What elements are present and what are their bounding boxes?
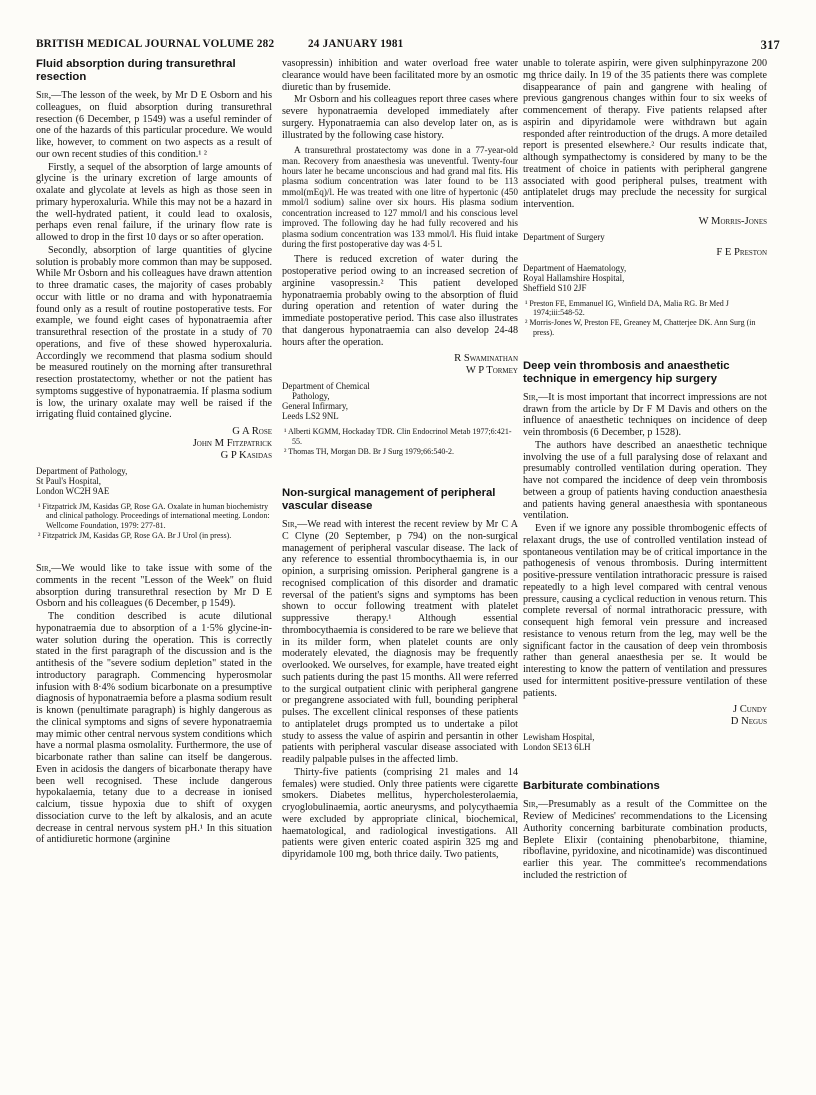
- reference: ¹ Fitzpatrick JM, Kasidas GP, Rose GA. Oxalate in human biochemistry and clinical pathology. Proceedings of international meeting. London: Wellcome Foundation, 1979: 277-81.: [38, 502, 270, 530]
- letter-paragraph: unable to tolerate aspirin, were given sulphinpyrazone 200 mg thrice daily. In 19 of the 35 patients there was complete disappearance of pain and gangrene with healing of previous gangrenous changes within four to six weeks of commencement of therapy. Five patients relapsed after aspirin and dipyridamole were withdrawn but again responded after reintroduction of the drugs. A more detailed report is presented elsewhere.² Our results indicate that, although sympathectomy is considered by many to be the treatment of choice in patients with peripheral gangrene associated with good peripheral pulses, treatment with antiplatelet drugs may preclude the necessity for surgical intervention.: [523, 58, 767, 210]
- signature: W Morris-Jones: [698, 215, 767, 227]
- signature-block: [523, 216, 767, 228]
- author-address: Department of Pathology, St Paul's Hospital, London WC2H 9AE: [36, 466, 128, 496]
- signature: D Negus: [730, 716, 767, 728]
- letter-paragraph: Mr Osborn and his colleagues report three cases where severe hyponatraemia developed immediately after surgery. Hyponatraemia can also develop later on, as is illustrated by the following case history.: [282, 94, 518, 141]
- letter-title: Deep vein thrombosis and anaesthetic technique in emergency hip surgery: [523, 359, 730, 385]
- letter-paragraph: There is reduced excretion of water during the postoperative period owing to an increased secretion of arginine vasopressin.² This patient developed hyponatraemia probably owing to the absorption of fluid during operation and retention of water during the immediate postoperative period. This case also illustrates that dangerous hyponatraemia can also develop 24-48 hours after the operation.: [282, 254, 518, 348]
- letter-paragraph: Sir,—The lesson of the week, by Mr D E Osborn and his colleagues, on fluid absorption during transurethral resection (6 December, p 1549) was a useful reminder of one of the hazards of this particular procedure. We would like, however, to comment on two aspects as a result of our own recent studies of this condition.¹ ²: [36, 90, 272, 160]
- salutation: Sir,: [36, 90, 52, 101]
- author-department: Department of Surgery: [523, 231, 605, 242]
- letter-paragraph: Sir,—It is most important that incorrect impressions are not drawn from the article by Dr F M Davis and others on the influence of anaesthetic techniques on incidence of deep vein thrombosis (6 December, p 1528).: [523, 391, 767, 439]
- signature-block: [36, 426, 272, 462]
- salutation: Sir,: [523, 799, 539, 811]
- running-header: [36, 38, 780, 54]
- author-address: Lewisham Hospital, London SE13 6LH: [523, 732, 595, 753]
- reference: ² Thomas TH, Morgan DB. Br J Surg 1979;66:540-2.: [284, 446, 455, 456]
- reference: ¹ Alberti KGMM, Hockaday TDR. Clin Endocrinol Metab 1977;6:421-55.: [284, 427, 512, 446]
- letter-paragraph: Thirty-five patients (comprising 21 males and 14 females) were studied. Only three patients were cigarette smokers. Diabetes mellitus, hypercholesterolaemia, cryoglobulinaemia, aortic aneurysms, and polycythaemia were excluded by appropriate clinical, biochemical, haematological, and radiological investigations. All patients were given enteric coated aspirin 325 mg and dipyridamole 100 mg, both thrice daily. Two patients,: [282, 766, 518, 861]
- letter-paragraph: Secondly, absorption of large quantities of glycine solution is probably more common than may be supposed. While Mr Osborn and his colleagues have drawn attention to three dramatic cases, the majority of cases probably occur with little or no drama and with hyponatraemia found only as a result of routine postoperative tests. For example, we found eight cases of hyponatraemia after transurethral resection of the prostate in a study of 70 operations, and five of these showed hyperoxaluria. Accordingly we recommend that plasma sodium should be measured routinely on the morning after transurethral resection prostatectomy, whether or not the patient has symptoms suggestive of hyponatraemia. If plasma sodium is low, the urinary oxalate may well be raised if the irrigating fluid contained glycine.: [36, 244, 272, 421]
- reference-list: [523, 299, 767, 337]
- letter-title: Barbiturate combinations: [523, 780, 660, 793]
- author-address: Department of Haematology, Royal Hallamshire Hospital, Sheffield S10 2JF: [523, 262, 627, 293]
- column-3: [523, 58, 767, 1088]
- salutation: Sir,: [523, 391, 539, 403]
- salutation: Sir,: [282, 519, 298, 531]
- letter-paragraph: Sir,—Presumably as a result of the Committee on the Review of Medicines' recommendations to the Licensing Authority concerning barbiturate combination products, Beplete Elixir (containing phenobarbitone, thiamine, riboflavine, pyridoxine, and nicotinamide) was discontinued earlier this year. The committee's recommendations included the restriction of: [523, 799, 767, 881]
- reference: ² Morris-Jones W, Preston FE, Greaney M, Chatterjee DK. Ann Surg (in press).: [525, 318, 756, 337]
- letter-title: Fluid absorption during transurethral resection: [36, 58, 236, 83]
- signature-block: [282, 353, 518, 377]
- letter-paragraph: The condition described is acute dilutional hyponatraemia due to absorption of a 1·5% glycine-in-water solution during the operation. This is correctly stated in the first paragraph of the discussion and is the antithesis of the "severe sodium depletion" stated in the introductory paragraph. Commencing hyperosmolar infusion with 8·4% sodium bicarbonate on a presumptive diagnosis of hyponatraemia before a plasma sodium result is known (penultimate paragraph) is highly dangerous as the clinical symptoms and signs of severe hyponatraemia may mimic other central nervous system conditions which have a normal plasma osmolality. Furthermore, the use of bicarbonate rather than saline can itself be dangerous. Even in acidosis the dangers of bicarbonate therapy have been well recognised. These include dangerous hypokalaemia, tetany due to a decrease in ionised calcium, tissue hypoxia due to shift of oxygen dissociation curve to the left by alkalosis, and an acute decrease in central nervous system pH.¹ In this situation of antidiuretic hormone (arginine: [36, 611, 272, 846]
- letter-paragraph: Even if we ignore any possible thrombogenic effects of relaxant drugs, the use of controlled ventilation instead of spontaneous ventilation may be of critical importance in the pathogenesis of venous thrombosis. During intermittent positive-pressure ventilation intrathoracic pressure is raised repeatedly to a high level compared with central venous pressure, causing a cyclical reduction in venous return. This complete reversal of normal intrathoracic pressure, with consequent high femoral vein pressure and increased resistance to venous return from the leg, may well be the significant factor in the causation of deep vein thrombosis rather than general anaesthesia per se. It would be interesting to know the pattern of ventilation and pressures used for intermittent positive-pressure ventilation of these patients.: [523, 523, 767, 699]
- signature-block: [523, 704, 767, 728]
- letter-paragraph: Sir,—We would like to take issue with some of the comments in the recent "Lesson of the Week" on fluid absorption during transurethral resection by Mr D E Osborn and his colleagues (6 December, p 1549).: [36, 563, 272, 610]
- salutation: Sir,: [36, 563, 52, 575]
- signature: G A Rose: [232, 426, 272, 437]
- letter-paragraph: vasopressin) inhibition and water overload free water clearance would have been facilitated more by an osmotic diuretic than by frusemide.: [282, 58, 518, 93]
- signature: J Cundy: [732, 704, 767, 716]
- reference: ² Fitzpatrick JM, Kasidas GP, Rose GA. Br J Urol (in press).: [38, 530, 232, 540]
- column-1: [36, 58, 272, 1088]
- signature-block: [523, 247, 767, 259]
- page-number: 317: [760, 38, 780, 52]
- column-2: [282, 58, 518, 1088]
- case-history: A transurethral prostatectomy was done in a 77-year-old man. Recovery from anaesthesia was uneventful. Twenty-four hours later he became unconscious and had grand mal fits. His plasma sodium concentration was later found to be 113 mmol(mEq)/l. He was treated with one litre of hypertonic (450 mmol/l sodium) saline over six hours. His plasma sodium concentration increased to 127 mmol/l and his conscious level improved. The following day he had fully recovered and his plasma sodium concentration was 133 mmol/l. His fluid intake during the first postoperative day was 4·5 l.: [282, 145, 518, 249]
- issue-date: 24 JANUARY 1981: [308, 38, 404, 50]
- letter-paragraph: Sir,—We read with interest the recent review by Mr C A C Clyne (20 September, p 794) on the non-surgical management of peripheral vascular disease. The lack of any reference to essential thrombocythaemia is, in our opinion, a surprising omission. Peripheral gangrene is a recognised complication of this disorder and dramatic reversal of the patient's signs and symptoms has been shown to occur following treatment with platelet suppressive therapy.¹ Although essential thrombocythaemia is considered to be rare we believe that in its milder form, when platelet counts are only moderately elevated, the diagnosis may be frequently overlooked. We ourselves, for example, have treated eight such patients during the past 15 months. All were referred to the surgical outpatient clinic with peripheral gangrene or pregangrene associated with full, bounding peripheral pulses. The excellent clinical responses of these patients to antiplatelet drugs prompted us to undertake a pilot study to assess the value of aspirin and persantin in other patients with peripheral vascular disease associated with readily palpable pulses in the affected limb.: [282, 519, 518, 766]
- reference-list: [282, 427, 518, 456]
- signature: G P Kasidas: [220, 450, 272, 461]
- author-address: Department of Chemical Pathology, General Infirmary, Leeds LS2 9NL: [282, 381, 370, 422]
- signature: W P Tormey: [465, 365, 518, 377]
- signature: John M Fitzpatrick: [192, 438, 272, 449]
- letter-title: Non-surgical management of peripheral vascular disease: [282, 487, 496, 513]
- signature: R Swaminathan: [454, 353, 518, 365]
- signature: F E Preston: [716, 246, 767, 258]
- letter-paragraph: Firstly, a sequel of the absorption of large amounts of glycine is the urinary excretion of large amounts of oxalate and glycolate at levels as high as those seen in primary hyperoxaluria. While this may not be a hazard in the well-hydrated patient, it could lead to oxalosis, perhaps even renal failure, if the urinary flow rate is allowed to drop in the first 10 days or so after operation.: [36, 161, 272, 243]
- reference: ¹ Preston FE, Emmanuel IG, Winfield DA, Malia RG. Br Med J 1974;iii:548-52.: [525, 298, 729, 318]
- letter-paragraph: The authors have described an anaesthetic technique involving the use of a full paralysing dose of relaxant and presumably controlled ventilation during operation. They have not compared the incidence of deep vein thrombosis between a group of patients having conduction anaesthesia and patients having general anaesthesia with spontaneous ventilation.: [523, 439, 767, 522]
- reference-list: [36, 502, 272, 540]
- journal-title: BRITISH MEDICAL JOURNAL VOLUME 282: [36, 38, 275, 50]
